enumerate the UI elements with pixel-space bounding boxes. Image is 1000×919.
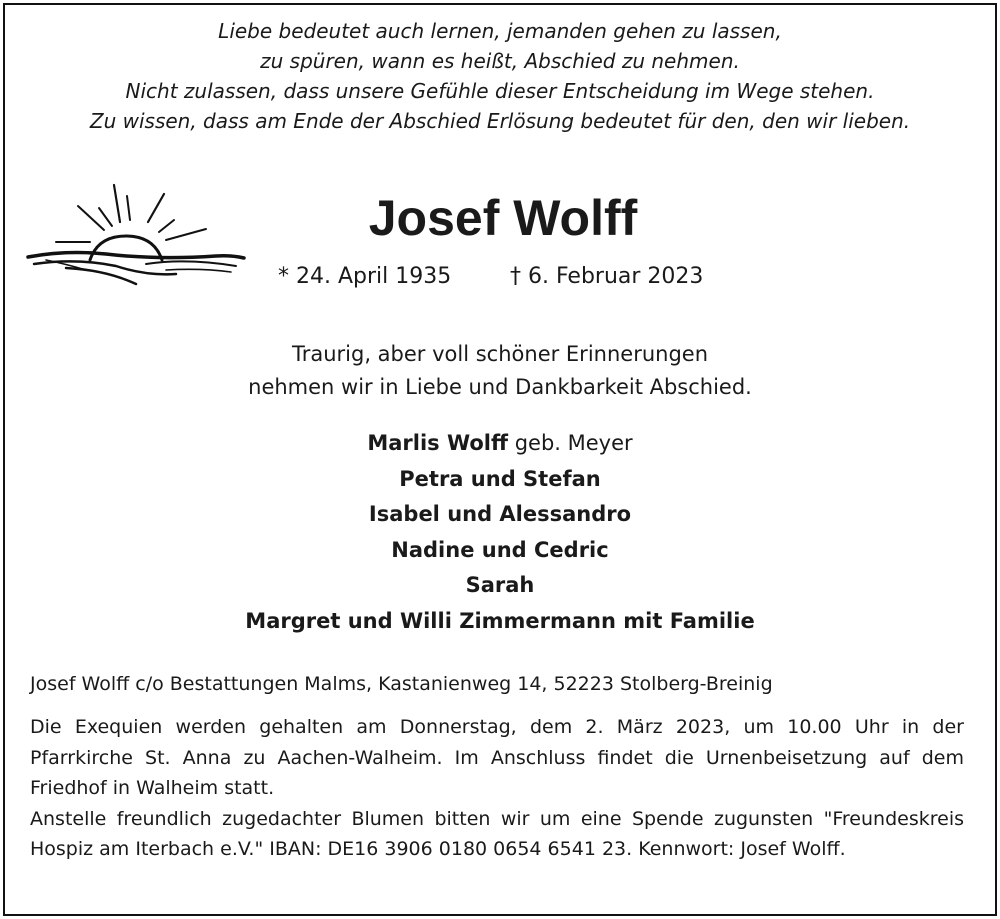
mourner-line	[0, 568, 1000, 604]
mourner-maiden-name: geb. Meyer	[508, 431, 633, 455]
mourner-line	[0, 426, 1000, 462]
sunset-icon	[26, 180, 248, 292]
poem-line: zu spüren, wann es heißt, Abschied zu nehmen.	[260, 49, 740, 73]
mourner-name: Petra und Stefan	[399, 466, 601, 491]
farewell-text	[0, 338, 1000, 404]
deceased-name: Josef Wolff	[368, 190, 638, 246]
mourner-name: Marlis Wolff	[367, 431, 509, 455]
donation-info: Anstelle freundlich zugedachter Blumen bitten wir um eine Spende zugunsten "Freundeskreis Hospiz am Iterbach e.V." IBAN: DE16 3906 0180 0654 6541 23. Kennwort: Josef Wolff.	[30, 807, 964, 860]
poem	[0, 16, 1000, 136]
mourner-name: Margret und Willi Zimmermann mit Familie	[245, 608, 755, 633]
poem-line: Nicht zulassen, dass unsere Gefühle dieser Entscheidung im Wege stehen.	[125, 79, 875, 103]
service-info: Die Exequien werden gehalten am Donnerstag, dem 2. März 2023, um 10.00 Uhr in der Pfarrkirche St. Anna zu Aachen-Walheim. Im Anschluss findet die Urnenbeisetzung auf dem Friedhof in Walheim statt.	[30, 716, 964, 799]
contact-address: Josef Wolff c/o Bestattungen Malms, Kastanienweg 14, 52223 Stolberg-Breinig	[30, 673, 773, 695]
mourner-name: Nadine und Cedric	[391, 537, 609, 562]
mourners-list	[0, 426, 1000, 639]
mourner-line	[0, 533, 1000, 569]
mourner-line	[0, 462, 1000, 498]
service-details	[30, 712, 964, 865]
life-dates	[278, 262, 738, 294]
mourner-line	[0, 604, 1000, 640]
mourner-name: Sarah	[465, 573, 535, 597]
poem-line: Zu wissen, dass am Ende der Abschied Erlösung bedeutet für den, den wir lieben.	[89, 109, 911, 133]
birth-date: * 24. April 1935	[278, 264, 452, 289]
farewell-line: nehmen wir in Liebe und Dankbarkeit Abschied.	[248, 375, 752, 399]
mourner-line	[0, 497, 1000, 533]
farewell-line: Traurig, aber voll schöner Erinnerungen	[291, 342, 709, 366]
death-date: † 6. Februar 2023	[510, 264, 704, 289]
mourner-name: Isabel und Alessandro	[368, 502, 632, 526]
poem-line: Liebe bedeutet auch lernen, jemanden gehen zu lassen,	[218, 19, 782, 43]
